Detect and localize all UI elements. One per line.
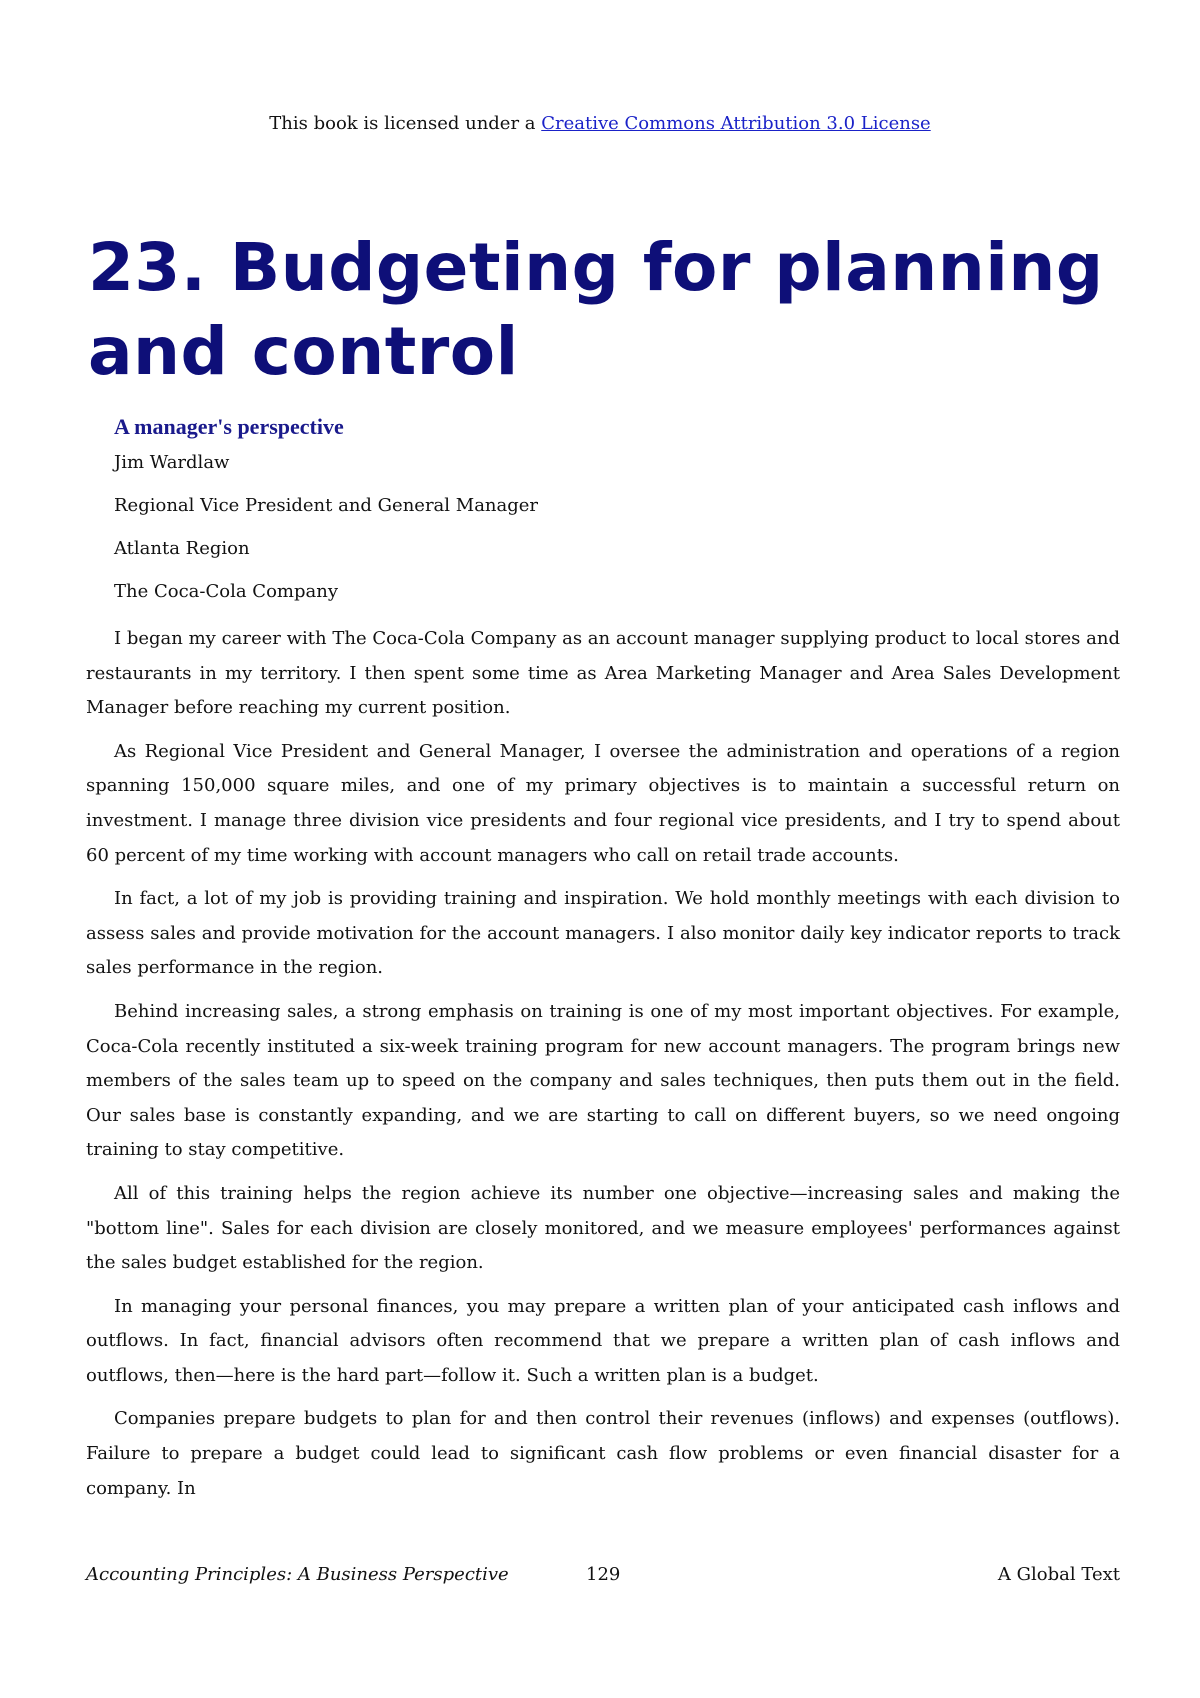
license-link[interactable]: Creative Commons Attribution 3.0 License xyxy=(541,113,931,134)
footer-book-title: Accounting Principles: A Business Perspective xyxy=(86,1564,509,1585)
license-prefix: This book is licensed under a xyxy=(269,113,542,134)
byline-company: The Coca-Cola Company xyxy=(114,581,338,602)
body-paragraph: Behind increasing sales, a strong emphasis on training is one of my most important objectives. For example, Coca-Cola recently instituted a six-week training program for new account managers. The program brings new members of the sales team up to speed on the company and sales techniques, then puts them out in the field. Our sales base is constantly expanding, and we are starting to call on different buyers, so we need ongoing training to stay competitive. xyxy=(86,1000,1120,1161)
section-heading: A manager's perspective xyxy=(114,414,344,439)
body-paragraph: As Regional Vice President and General Manager, I oversee the administration and operations of a region spanning 150,000 square miles, and one of my primary objectives is to maintain a successful return on investment. I manage three division vice presidents and four regional vice presidents, and I try to spend about 60 percent of my time working with account managers who call on retail trade accounts. xyxy=(86,740,1120,866)
body-paragraph: In managing your personal finances, you may prepare a written plan of your anticipated cash inflows and outflows. In fact, financial advisors often recommend that we prepare a written plan of cash inflows and outflows, then—here is the hard part—follow it. Such a written plan is a budget. xyxy=(86,1295,1120,1386)
body-paragraph: I began my career with The Coca-Cola Company as an account manager supplying product to local stores and restaurants in my territory. I then spent some time as Area Marketing Manager and Area Sales Development Manager before reaching my current position. xyxy=(86,628,1120,719)
byline-name: Jim Wardlaw xyxy=(114,452,230,473)
body-paragraph: All of this training helps the region achieve its number one objective—increasing sales and making the "bottom line". Sales for each division are closely monitored, and we measure employees' performances against the sales budget established for the region. xyxy=(86,1182,1120,1274)
byline-title: Regional Vice President and General Manager xyxy=(114,495,539,516)
chapter-title: 23. Budgeting for planning and control xyxy=(88,229,1104,390)
page-number: 129 xyxy=(586,1564,621,1585)
body-paragraph: In fact, a lot of my job is providing training and inspiration. We hold monthly meetings with each division to assess sales and provide motivation for the account managers. I also monitor daily key indicator reports to track sales performance in the region. xyxy=(86,888,1120,979)
page-body xyxy=(86,412,1120,1515)
byline-region: Atlanta Region xyxy=(114,538,250,559)
page-footer xyxy=(86,1564,1120,1594)
license-notice xyxy=(0,113,1200,134)
footer-tag: A Global Text xyxy=(997,1564,1120,1585)
body-paragraph: Companies prepare budgets to plan for and then control their revenues (inflows) and expenses (outflows). Failure to prepare a budget could lead to significant cash flow problems or even financial disaster for a company. In xyxy=(86,1408,1120,1499)
